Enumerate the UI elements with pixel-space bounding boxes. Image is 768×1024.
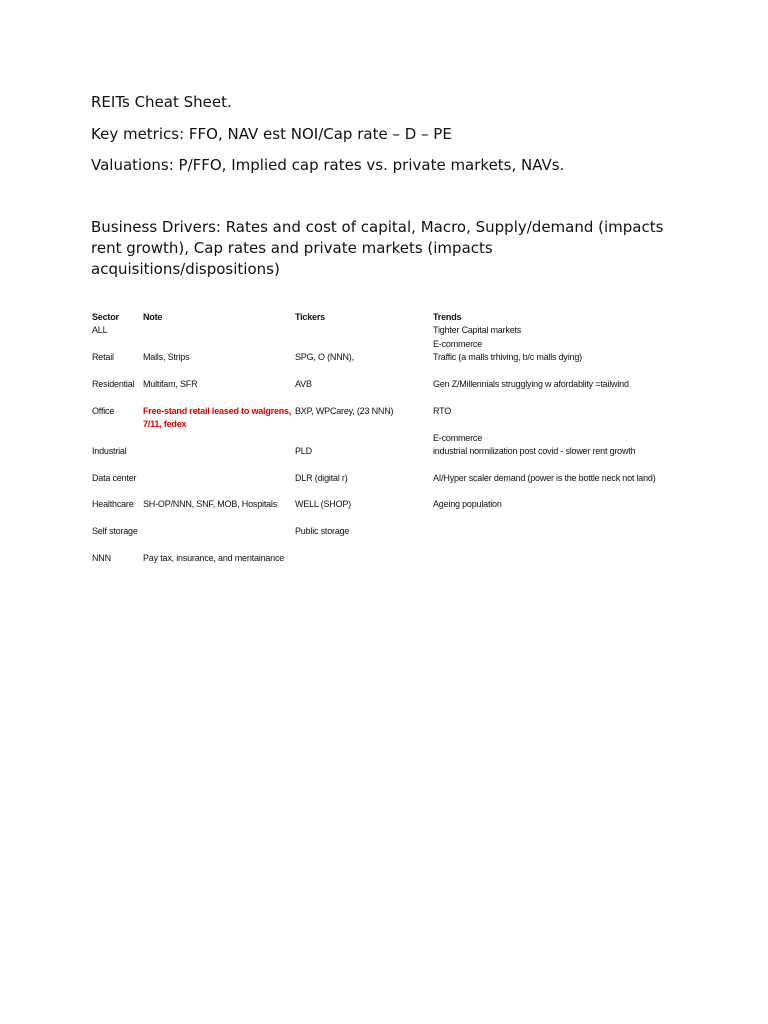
table-row-all bbox=[92, 324, 692, 337]
table-header-row bbox=[92, 311, 692, 324]
trend-cell: E-commerce bbox=[433, 338, 483, 349]
sector-cell: Self storage bbox=[92, 526, 138, 537]
note-cell: Multifam, SFR bbox=[143, 378, 198, 389]
trend-cell: Tighter Capital markets bbox=[433, 325, 522, 336]
note-cell: Pay tax, insurance, and mentainance bbox=[143, 553, 285, 564]
note-cell-highlight: Free-stand retail leased to walgrens, bbox=[143, 405, 292, 416]
table-row-data-center bbox=[92, 472, 692, 485]
table-row-retail bbox=[92, 351, 692, 364]
table-row-nnn bbox=[92, 552, 692, 565]
trend-cell: E-commerce bbox=[433, 432, 483, 443]
header-trends: Trends bbox=[433, 312, 462, 322]
business-drivers-text: Business Drivers: Rates and cost of capital, Macro, Supply/demand (impacts rent growth), Cap rates and private markets (impacts acquisitions/dispositions) bbox=[91, 218, 664, 278]
table-row-all-cont bbox=[92, 338, 692, 351]
table-row-office bbox=[92, 405, 692, 418]
trend-cell: AI/Hyper scaler demand (power is the bottle neck not land) bbox=[433, 472, 656, 483]
table-row-self-storage bbox=[92, 525, 692, 538]
trend-cell: Ageing population bbox=[433, 499, 502, 510]
reits-sector-table bbox=[92, 311, 692, 565]
sector-cell: Retail bbox=[92, 352, 114, 363]
valuations-text: Valuations: P/FFO, Implied cap rates vs. private markets, NAVs. bbox=[91, 156, 565, 174]
tickers-cell: AVB bbox=[295, 378, 312, 389]
note-cell: SH-OP/NNN, SNF, MOB, Hospitals bbox=[143, 499, 278, 510]
trend-cell: Gen Z/Millennials strugglying w afordablity =tailwind bbox=[433, 378, 629, 389]
sector-cell: Data center bbox=[92, 472, 137, 483]
tickers-cell: PLD bbox=[295, 445, 312, 456]
sector-cell: Industrial bbox=[92, 445, 127, 456]
header-sector: Sector bbox=[92, 312, 119, 322]
table-row-residential bbox=[92, 378, 692, 391]
note-cell-highlight: 7/11, fedex bbox=[143, 419, 187, 430]
table-row-office-cont bbox=[92, 418, 692, 431]
tickers-cell: Public storage bbox=[295, 526, 350, 537]
trend-cell: Traffic (a malls trhiving, b/c malls dying) bbox=[433, 352, 582, 363]
tickers-cell: BXP, WPCarey, (23 NNN) bbox=[295, 405, 394, 416]
tickers-cell: WELL (SHOP) bbox=[295, 499, 351, 510]
table-row-healthcare bbox=[92, 498, 692, 511]
sector-cell: NNN bbox=[92, 553, 111, 564]
sector-cell: Healthcare bbox=[92, 499, 134, 510]
key-metrics-text: Key metrics: FFO, NAV est NOI/Cap rate – D – PE bbox=[91, 125, 452, 143]
table-row-industrial bbox=[92, 445, 692, 458]
sector-cell: ALL bbox=[92, 325, 108, 336]
header-note: Note bbox=[143, 312, 163, 322]
document-title: REITs Cheat Sheet. bbox=[91, 93, 232, 111]
note-cell: Malls, Strips bbox=[143, 352, 190, 363]
trend-cell: industrial normilization post covid - slower rent growth bbox=[433, 445, 636, 456]
sector-cell: Residential bbox=[92, 378, 135, 389]
table-row-industrial-pre bbox=[92, 432, 692, 445]
header-tickers: Tickers bbox=[295, 312, 325, 322]
tickers-cell: DLR (digital r) bbox=[295, 472, 348, 483]
trend-cell: RTO bbox=[433, 405, 452, 416]
sector-cell: Office bbox=[92, 405, 115, 416]
tickers-cell: SPG, O (NNN), bbox=[295, 352, 354, 363]
